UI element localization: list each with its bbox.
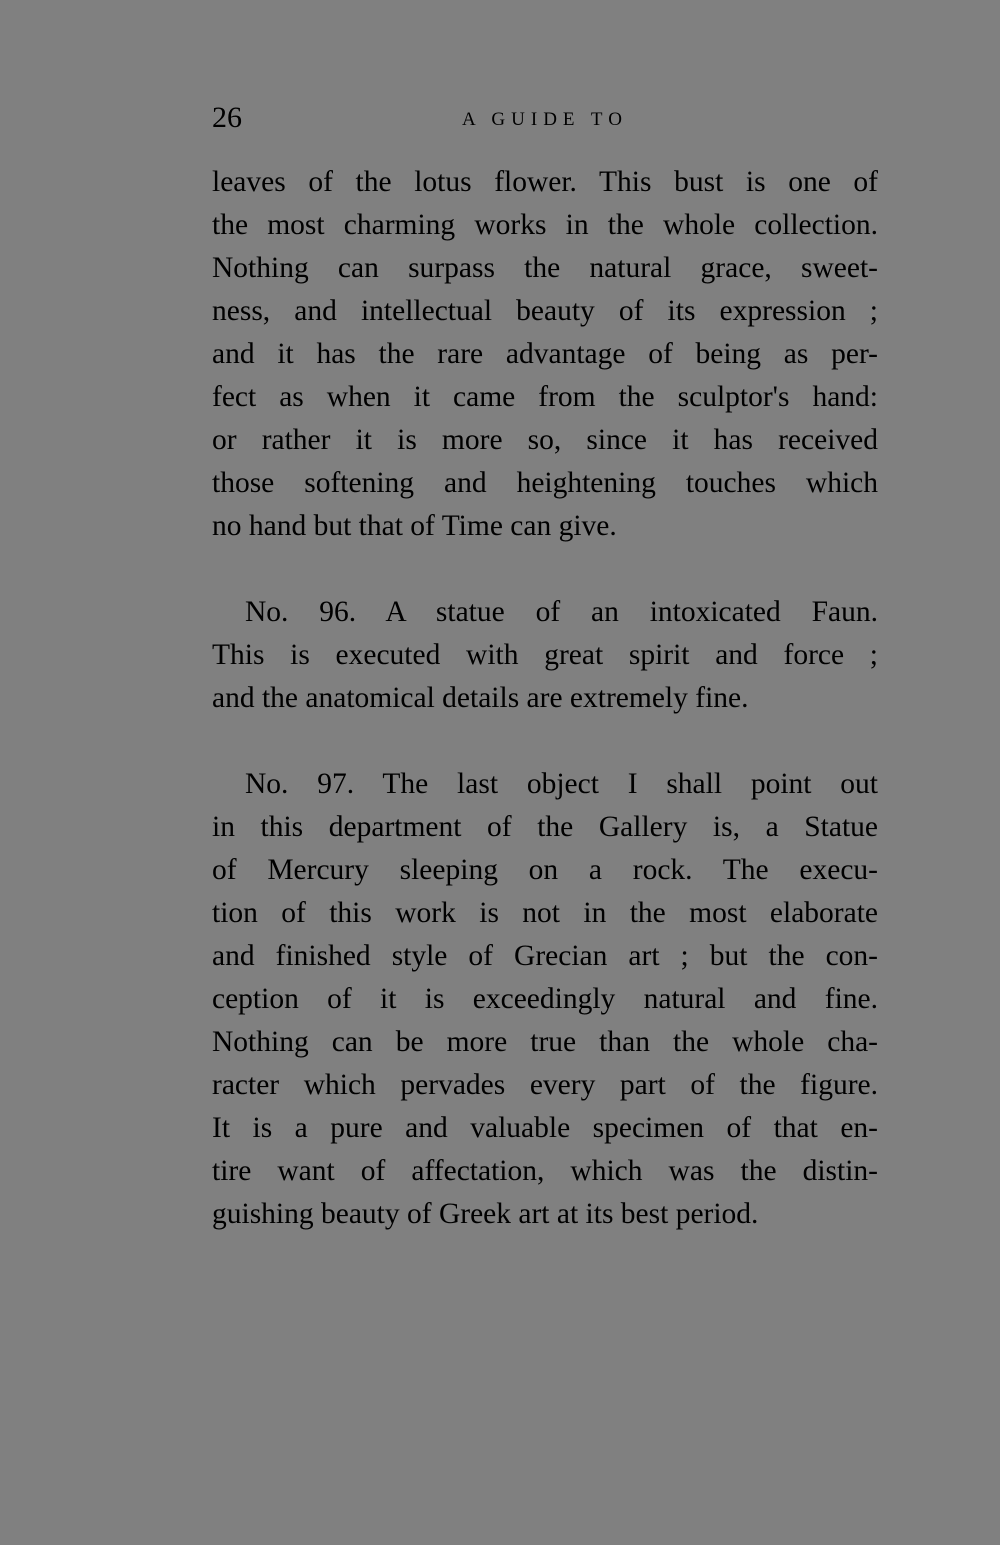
text-line: Nothing can surpass the natural grace, sweet- bbox=[212, 252, 878, 284]
text-line: fect as when it came from the sculptor's hand: bbox=[212, 381, 878, 413]
text-line: This is executed with great spirit and force ; bbox=[212, 639, 878, 671]
text-line: those softening and heightening touches which bbox=[212, 467, 878, 499]
text-line: It is a pure and valuable specimen of that en- bbox=[212, 1112, 878, 1144]
text-line: or rather it is more so, since it has received bbox=[212, 424, 878, 456]
text-line: no hand but that of Time can give. bbox=[212, 510, 617, 542]
text-line: Nothing can be more true than the whole cha- bbox=[212, 1026, 878, 1058]
text-line: racter which pervades every part of the figure. bbox=[212, 1069, 878, 1101]
text-line: tire want of affectation, which was the distin- bbox=[212, 1155, 878, 1187]
page-header bbox=[212, 98, 880, 138]
text-line: in this department of the Gallery is, a Statue bbox=[212, 811, 878, 843]
text-line: No. 96. A statue of an intoxicated Faun. bbox=[245, 596, 878, 628]
text-line: No. 97. The last object I shall point out bbox=[245, 768, 878, 800]
text-line: guishing beauty of Greek art at its best period. bbox=[212, 1198, 759, 1230]
text-line: ception of it is exceedingly natural and fine. bbox=[212, 983, 878, 1015]
running-head: A GUIDE TO bbox=[462, 109, 628, 130]
text-line: leaves of the lotus flower. This bust is one of bbox=[212, 166, 878, 198]
text-line: and it has the rare advantage of being as per- bbox=[212, 338, 878, 370]
text-line: and the anatomical details are extremely fine. bbox=[212, 682, 749, 714]
text-line: of Mercury sleeping on a rock. The execu- bbox=[212, 854, 878, 886]
text-line: and finished style of Grecian art ; but the con- bbox=[212, 940, 878, 972]
text-line: ness, and intellectual beauty of its expression ; bbox=[212, 295, 878, 327]
text-line: the most charming works in the whole collection. bbox=[212, 209, 878, 241]
page-number: 26 bbox=[212, 101, 242, 134]
text-line: tion of this work is not in the most elaborate bbox=[212, 897, 878, 929]
